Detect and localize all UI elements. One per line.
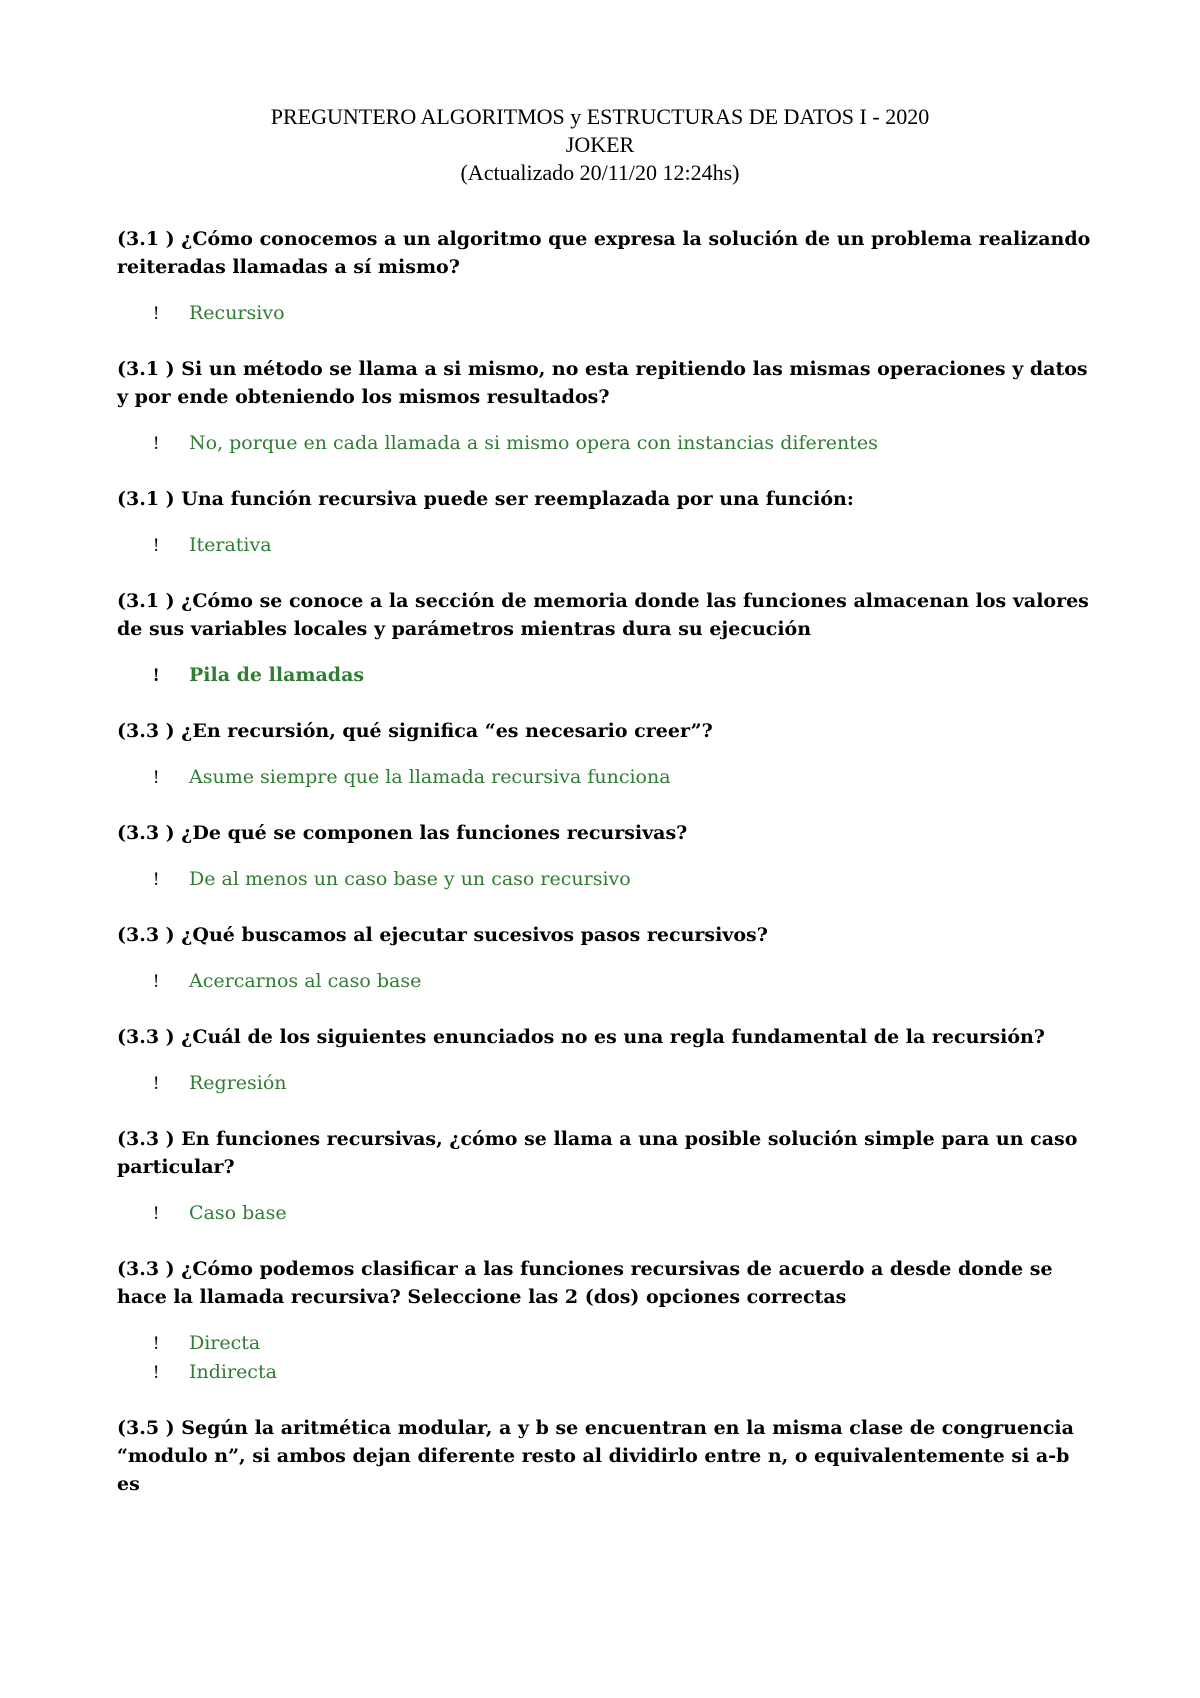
bullet-icon: ! [153,665,160,686]
question-block [117,921,1097,996]
answer-list [117,763,1097,792]
bullet-icon: ! [153,1333,160,1354]
question-text: (3.1 ) ¿Cómo se conoce a la sección de memoria donde las funciones almacenan los valores de sus variables locales y parámetros mientras dura su ejecución [117,590,1089,640]
question-list [117,225,1097,1516]
question-block [117,717,1097,792]
bullet-icon: ! [153,303,160,324]
answer-list [117,865,1097,894]
bullet-icon: ! [153,971,160,992]
bullet-icon: ! [153,767,160,788]
answer-item [117,1358,1097,1387]
answer-item [117,1069,1097,1098]
bullet-icon: ! [153,869,160,890]
answer-text: Pila de llamadas [189,664,365,686]
answer-text: Asume siempre que la llamada recursiva funciona [189,766,671,788]
question-text: (3.3 ) ¿Cómo podemos clasificar a las funciones recursivas de acuerdo a desde donde se hace la llamada recursiva? Seleccione las 2 (dos) opciones correctas [117,1258,1053,1308]
bullet-icon: ! [153,433,160,454]
question-block [117,485,1097,560]
bullet-icon: ! [153,1073,160,1094]
answer-list [117,661,1097,690]
question-text: (3.3 ) En funciones recursivas, ¿cómo se llama a una posible solución simple para un caso particular? [117,1128,1078,1178]
question-block [117,587,1097,690]
question-text: (3.5 ) Según la aritmética modular, a y b se encuentran en la misma clase de congruencia “modulo n”, si ambos dejan diferente resto al dividirlo entre n, o equivalentemente si a-b es [117,1417,1074,1495]
question-block [117,225,1097,328]
answer-list [117,299,1097,328]
bullet-icon: ! [153,1362,160,1383]
question-text: (3.3 ) ¿En recursión, qué significa “es necesario creer”? [117,720,713,742]
answer-text: Acercarnos al caso base [189,970,422,992]
answer-item [117,429,1097,458]
answer-text: Caso base [189,1202,287,1224]
answer-text: Indirecta [189,1361,277,1383]
question-block [117,1255,1097,1387]
answer-text: Directa [189,1332,261,1354]
question-text: (3.1 ) ¿Cómo conocemos a un algoritmo que expresa la solución de un problema realizando reiteradas llamadas a sí mismo? [117,228,1091,278]
answer-item [117,1329,1097,1358]
question-text: (3.3 ) ¿Cuál de los siguientes enunciados no es una regla fundamental de la recursión? [117,1026,1045,1048]
question-block [117,355,1097,458]
answer-text: Regresión [189,1072,287,1094]
answer-list [117,1199,1097,1228]
bullet-icon: ! [153,535,160,556]
question-text: (3.3 ) ¿De qué se componen las funciones recursivas? [117,822,688,844]
answer-text: De al menos un caso base y un caso recursivo [189,868,631,890]
question-block [117,1414,1097,1498]
document-title: PREGUNTERO ALGORITMOS y ESTRUCTURAS DE DATOS I - 2020 [270,104,930,129]
question-block [117,1023,1097,1098]
answer-text: Iterativa [189,534,272,556]
answer-list [117,1069,1097,1098]
document-updated-date: (Actualizado 20/11/20 12:24hs) [460,160,740,185]
answer-item [117,763,1097,792]
document-subtitle: JOKER [565,132,635,157]
answer-text: No, porque en cada llamada a si mismo opera con instancias diferentes [189,432,878,454]
answer-list [117,967,1097,996]
answer-list [117,429,1097,458]
question-text: (3.3 ) ¿Qué buscamos al ejecutar sucesivos pasos recursivos? [117,924,768,946]
answer-item [117,299,1097,328]
answer-list [117,1329,1097,1387]
answer-text: Recursivo [189,302,285,324]
document-header [0,103,1200,187]
answer-item [117,967,1097,996]
question-text: (3.1 ) Si un método se llama a si mismo, no esta repitiendo las mismas operaciones y datos y por ende obteniendo los mismos resultados? [117,358,1088,408]
question-text: (3.1 ) Una función recursiva puede ser reemplazada por una función: [117,488,854,510]
answer-item [117,1199,1097,1228]
answer-list [117,531,1097,560]
answer-item [117,531,1097,560]
question-block [117,1125,1097,1228]
answer-item [117,661,1097,690]
bullet-icon: ! [153,1203,160,1224]
answer-item [117,865,1097,894]
question-block [117,819,1097,894]
